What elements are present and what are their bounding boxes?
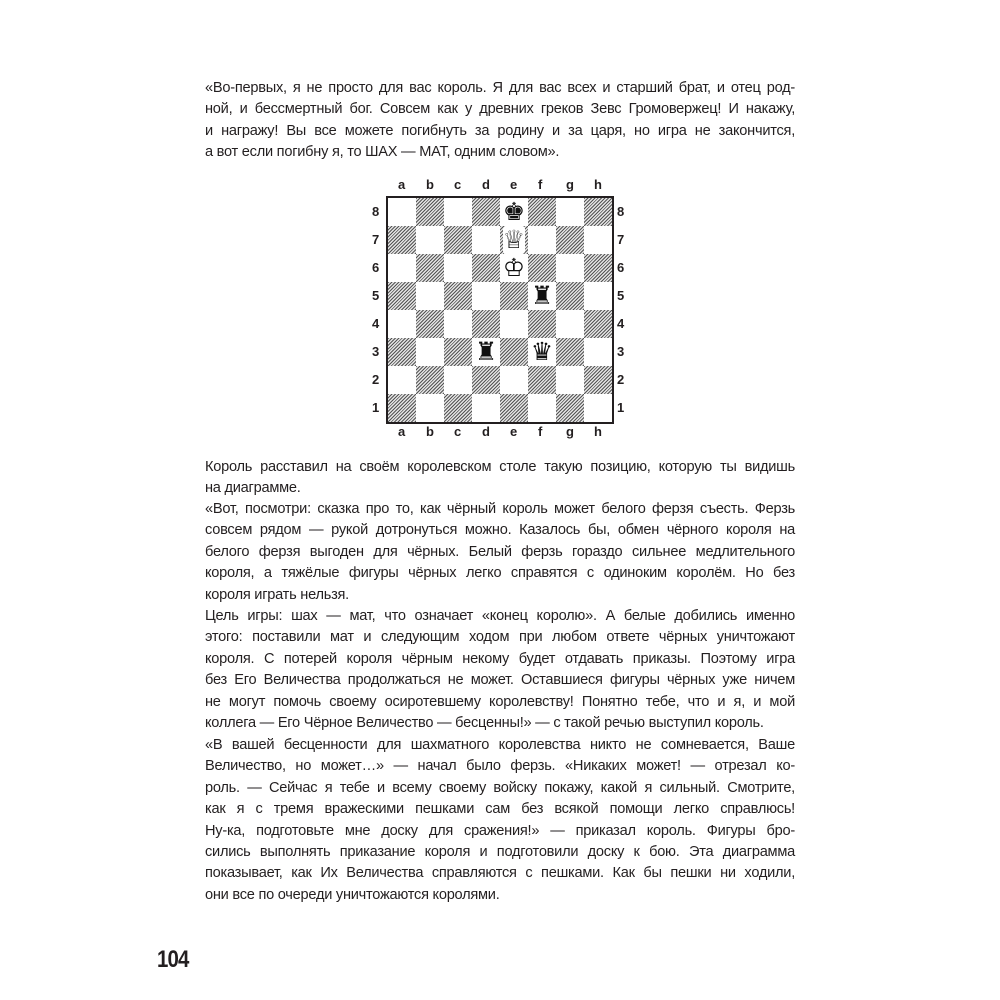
square-c4 [444, 310, 472, 338]
square-h3 [584, 338, 612, 366]
rank-label-right: 5 [617, 288, 625, 303]
square-f6 [528, 254, 556, 282]
square-e3 [500, 338, 528, 366]
text-line: «В вашей бесценности для шахматного королевства никто не сомневается, Ваше [205, 737, 795, 753]
text-line: коллега — Его Чёрное Величество — бесценны!» — с такой речью выступил король. [205, 714, 764, 731]
text-line: роль. — Сейчас я тебе и всему своему войску покажу, какой я сильный. Смотрите, [205, 779, 795, 796]
square-g8 [556, 198, 584, 226]
text-line: короля играть нельзя. [205, 586, 349, 603]
file-label-top: f [538, 177, 543, 192]
file-label-bottom: g [566, 424, 574, 439]
square-h4 [584, 310, 612, 338]
square-f1 [528, 394, 556, 422]
square-c1 [444, 394, 472, 422]
square-f8 [528, 198, 556, 226]
square-d8 [472, 198, 500, 226]
text-line: сились выполнять приказание короля и подготовили доску к бою. Эта диаграмма [205, 843, 795, 860]
white-queen-icon: ♕ [502, 225, 526, 254]
file-label-top: a [398, 177, 406, 192]
file-label-top: d [482, 177, 490, 192]
square-h8 [584, 198, 612, 226]
black-queen-icon: ♛ [530, 337, 554, 366]
square-c5 [444, 282, 472, 310]
text-line: и награжу! Вы все можете погибнуть за родину и за царя, но игра не закончится, [205, 122, 795, 139]
black-rook-icon: ♜ [530, 281, 554, 310]
square-a8 [388, 198, 416, 226]
text-line: короля, а тяжёлые фигуры чёрных легко справятся с одиноким королём. Но без [205, 565, 795, 582]
square-a1 [388, 394, 416, 422]
square-g7 [556, 226, 584, 254]
square-d4 [472, 310, 500, 338]
square-a4 [388, 310, 416, 338]
rank-label-right: 7 [617, 232, 625, 247]
square-g4 [556, 310, 584, 338]
text-line: без Его Величества продолжаться не может. Оставшиеся фигуры чёрных уже ничем [205, 672, 795, 689]
square-e8 [500, 198, 528, 226]
square-f7 [528, 226, 556, 254]
square-a5 [388, 282, 416, 310]
rank-label-left: 8 [372, 204, 380, 219]
rank-label-right: 8 [617, 204, 625, 219]
text-line: этого: поставили мат и следующим ходом при любом ответе чёрных уничтожают [205, 629, 795, 646]
square-f4 [528, 310, 556, 338]
square-b3 [416, 338, 444, 366]
file-label-bottom: f [538, 424, 543, 439]
square-b2 [416, 366, 444, 394]
file-label-bottom: d [482, 424, 490, 439]
rank-label-left: 6 [372, 260, 380, 275]
square-c7 [444, 226, 472, 254]
rank-label-left: 4 [372, 316, 380, 331]
black-king-icon: ♚ [502, 197, 526, 226]
text-line: на диаграмме. [205, 480, 301, 497]
square-d5 [472, 282, 500, 310]
square-a2 [388, 366, 416, 394]
square-g6 [556, 254, 584, 282]
rank-label-right: 1 [617, 400, 625, 415]
chess-diagram [386, 196, 614, 424]
text-line: Король расставил на своём королевском столе такую позицию, которую ты видишь [205, 459, 795, 475]
square-d3 [472, 338, 500, 366]
text-line: Величество, но может…» — начал было ферзь. «Никаких может! — отрезал ко- [205, 758, 795, 775]
text-line: показывает, как Их Величества справляются с пешками. Как бы пешки ни ходили, [205, 865, 795, 882]
text-line: Цель игры: шах — мат, что означает «конец королю». А белые добились именно [205, 608, 795, 624]
square-d7 [472, 226, 500, 254]
square-h2 [584, 366, 612, 394]
square-g5 [556, 282, 584, 310]
square-e5 [500, 282, 528, 310]
rank-label-left: 7 [372, 232, 380, 247]
file-label-top: g [566, 177, 574, 192]
square-b7 [416, 226, 444, 254]
rank-label-left: 3 [372, 344, 380, 359]
text-line: а вот если погибну я, то ШАХ — МАТ, одним словом». [205, 144, 560, 161]
square-a7 [388, 226, 416, 254]
square-e7 [500, 226, 528, 254]
square-c6 [444, 254, 472, 282]
file-label-bottom: e [510, 424, 518, 439]
paragraph-queen-reply [205, 735, 795, 906]
rank-label-left: 1 [372, 400, 380, 415]
square-d2 [472, 366, 500, 394]
file-label-bottom: c [454, 424, 462, 439]
text-line: не могут помочь своему осиротевшему королевству! Понятно тебе, что и я, и мой [205, 693, 795, 710]
square-c3 [444, 338, 472, 366]
square-h7 [584, 226, 612, 254]
file-label-top: e [510, 177, 518, 192]
square-c8 [444, 198, 472, 226]
paragraph-king-speech [205, 78, 795, 164]
text-line: как я с тремя вражескими пешками сам без всякой помощи легко справлюсь! [205, 801, 795, 818]
square-c2 [444, 366, 472, 394]
square-h5 [584, 282, 612, 310]
square-g1 [556, 394, 584, 422]
square-a3 [388, 338, 416, 366]
text-line: Ну-ка, подготовьте мне доску для сражения!» — приказал король. Фигуры бро- [205, 822, 795, 839]
square-e4 [500, 310, 528, 338]
rank-label-left: 5 [372, 288, 380, 303]
square-b1 [416, 394, 444, 422]
square-b5 [416, 282, 444, 310]
square-e6 [500, 254, 528, 282]
black-rook-icon: ♜ [474, 337, 498, 366]
file-label-top: c [454, 177, 462, 192]
file-label-bottom: h [594, 424, 602, 439]
paragraph-position [205, 457, 795, 500]
rank-label-right: 3 [617, 344, 625, 359]
text-line: белого ферзя выгоден для чёрных. Белый ферзь гораздо сильнее медлительного [205, 543, 795, 560]
text-line: короля. С потерей короля чёрным некому будет отдавать приказы. Поэтому игра [205, 650, 795, 667]
text-line: совсем рядом — рукой дотронуться можно. Казалось бы, обмен чёрного короля на [205, 522, 795, 539]
file-label-top: b [426, 177, 434, 192]
text-line: «Во-первых, я не просто для вас король. Я для вас всех и старший брат, и отец род- [205, 80, 795, 96]
square-e2 [500, 366, 528, 394]
square-a6 [388, 254, 416, 282]
square-f3 [528, 338, 556, 366]
square-h1 [584, 394, 612, 422]
rank-label-right: 2 [617, 372, 625, 387]
square-b6 [416, 254, 444, 282]
file-label-bottom: b [426, 424, 434, 439]
square-d1 [472, 394, 500, 422]
text-line: «Вот, посмотри: сказка про то, как чёрный король может белого ферзя съесть. Ферзь [205, 501, 795, 517]
page-number: 104 [157, 946, 189, 973]
square-d6 [472, 254, 500, 282]
rank-label-left: 2 [372, 372, 380, 387]
file-label-bottom: a [398, 424, 406, 439]
rank-label-right: 6 [617, 260, 625, 275]
square-e1 [500, 394, 528, 422]
text-line: ной, и бессмертный бог. Совсем как у древних греков Зевс Громовержец! И накажу, [205, 101, 795, 118]
rank-label-right: 4 [617, 316, 625, 331]
square-h6 [584, 254, 612, 282]
square-g2 [556, 366, 584, 394]
square-g3 [556, 338, 584, 366]
paragraph-goal [205, 606, 795, 734]
square-b8 [416, 198, 444, 226]
white-king-icon: ♔ [502, 253, 526, 282]
text-line: они все по очереди уничтожаются королями. [205, 886, 500, 903]
square-f5 [528, 282, 556, 310]
file-label-top: h [594, 177, 602, 192]
square-b4 [416, 310, 444, 338]
square-f2 [528, 366, 556, 394]
paragraph-fairy-tale [205, 499, 795, 606]
